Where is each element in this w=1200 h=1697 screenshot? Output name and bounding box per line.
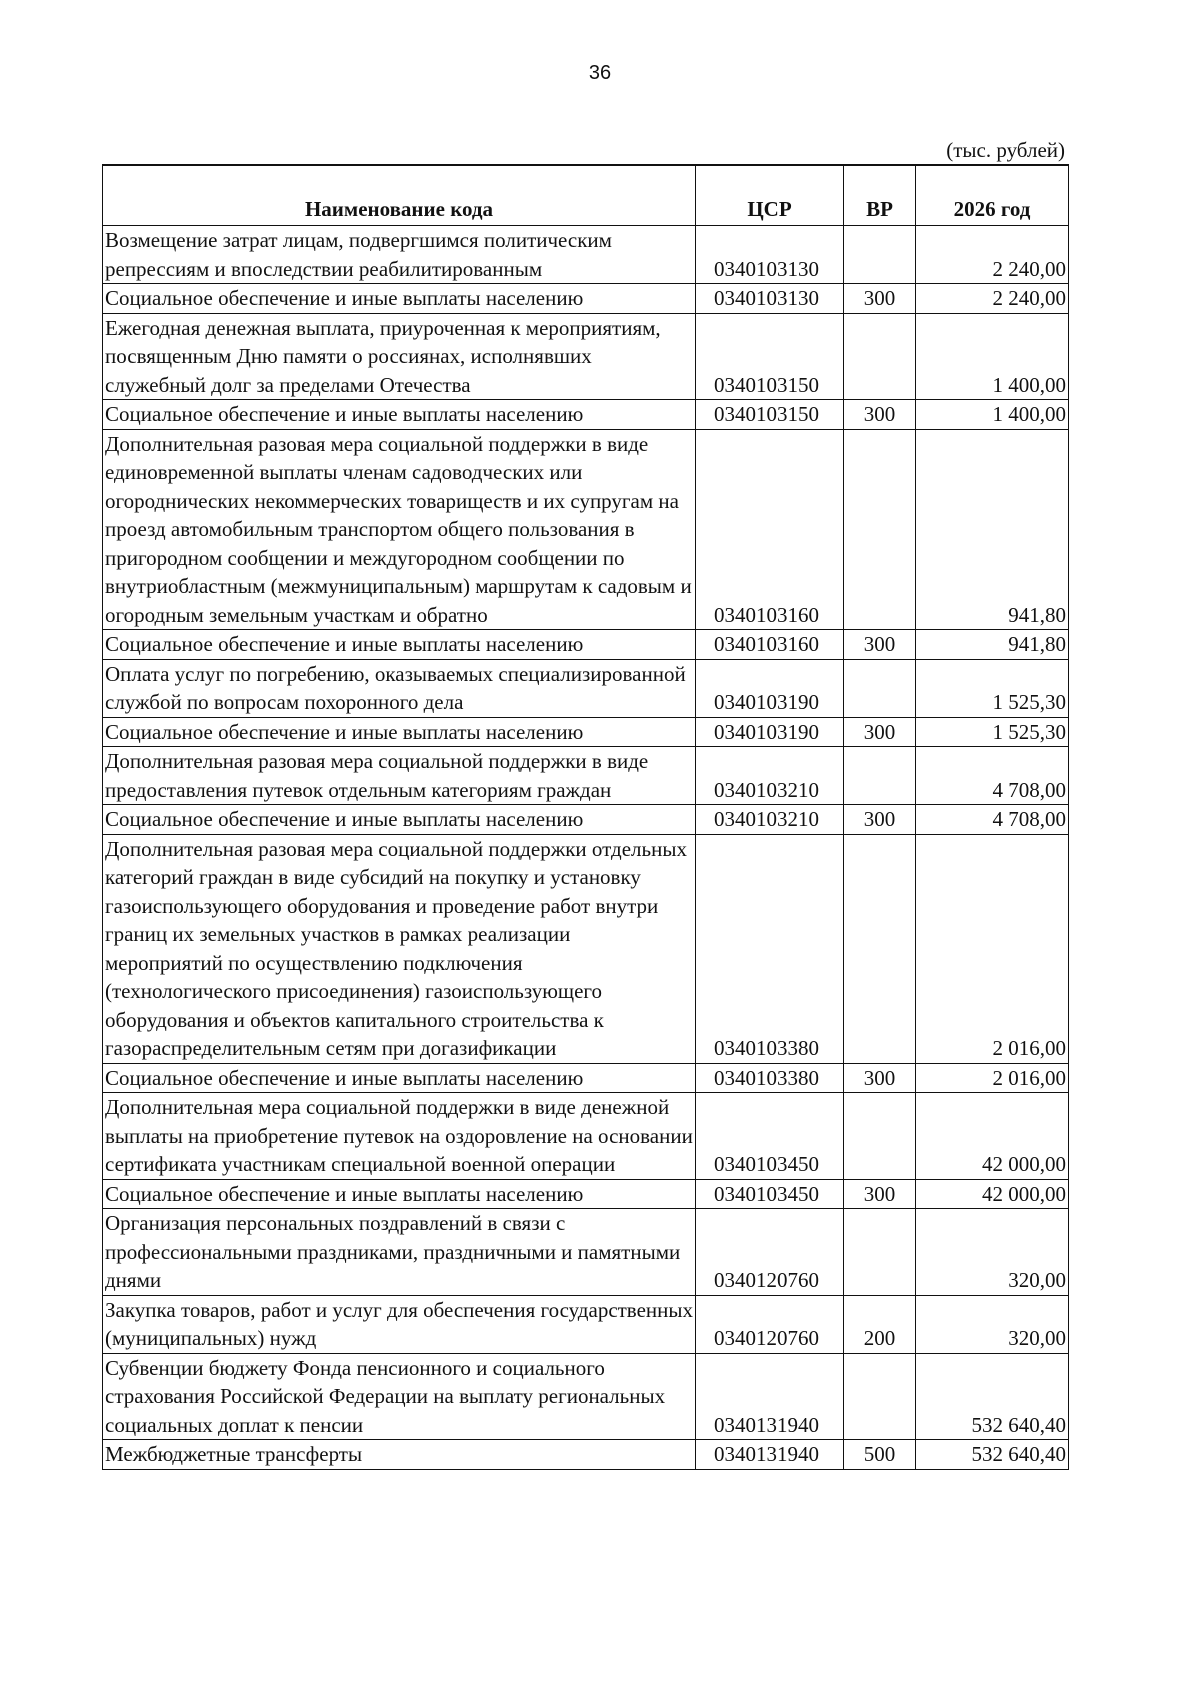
row-name: Социальное обеспечение и иные выплаты населению bbox=[103, 805, 696, 835]
row-name: Межбюджетные трансферты bbox=[103, 1440, 696, 1470]
row-name: Возмещение затрат лицам, подвергшимся политическим репрессиям и впоследствии реабилитированным bbox=[103, 226, 696, 284]
row-vr bbox=[844, 1093, 916, 1180]
row-amount: 941,80 bbox=[916, 429, 1069, 630]
row-name: Дополнительная разовая мера социальной поддержки отдельных категорий граждан в виде субсидий на покупку и установку газоиспользующего оборудования и проведение работ внутри границ их земельных участков в рамках реализации мероприятий по осуществлению подключения (технологического присоединения) газоиспользующего оборудования и объектов капитального строительства к газораспределительным сетям при догазификации bbox=[103, 834, 696, 1063]
table-row bbox=[103, 429, 1069, 630]
row-amount: 2 240,00 bbox=[916, 226, 1069, 284]
row-name: Дополнительная разовая мера социальной поддержки в виде предоставления путевок отдельным категориям граждан bbox=[103, 747, 696, 805]
row-csr: 0340103380 bbox=[696, 1063, 844, 1093]
table-row bbox=[103, 313, 1069, 400]
row-name: Социальное обеспечение и иные выплаты населению bbox=[103, 630, 696, 660]
header-year: 2026 год bbox=[916, 165, 1069, 226]
table-row bbox=[103, 1209, 1069, 1296]
row-name: Дополнительная мера социальной поддержки в виде денежной выплаты на приобретение путевок на оздоровление на основании сертификата участникам специальной военной операции bbox=[103, 1093, 696, 1180]
units-label: (тыс. рублей) bbox=[946, 138, 1065, 162]
row-csr: 0340103190 bbox=[696, 717, 844, 747]
row-csr: 0340103210 bbox=[696, 805, 844, 835]
row-amount: 1 400,00 bbox=[916, 313, 1069, 400]
row-csr: 0340103380 bbox=[696, 834, 844, 1063]
row-name: Закупка товаров, работ и услуг для обеспечения государственных (муниципальных) нужд bbox=[103, 1295, 696, 1353]
table-header-row bbox=[103, 165, 1069, 226]
table-row bbox=[103, 834, 1069, 1063]
row-vr bbox=[844, 313, 916, 400]
row-csr: 0340103130 bbox=[696, 226, 844, 284]
table-row bbox=[103, 1093, 1069, 1180]
row-csr: 0340120760 bbox=[696, 1295, 844, 1353]
row-name: Социальное обеспечение и иные выплаты населению bbox=[103, 1179, 696, 1209]
table-row bbox=[103, 717, 1069, 747]
table-row bbox=[103, 400, 1069, 430]
row-vr: 300 bbox=[844, 284, 916, 314]
header-vr: ВР bbox=[844, 165, 916, 226]
table-row bbox=[103, 1353, 1069, 1440]
row-vr: 300 bbox=[844, 717, 916, 747]
table-row bbox=[103, 284, 1069, 314]
row-amount: 42 000,00 bbox=[916, 1093, 1069, 1180]
header-name: Наименование кода bbox=[103, 165, 696, 226]
row-amount: 4 708,00 bbox=[916, 747, 1069, 805]
row-csr: 0340103210 bbox=[696, 747, 844, 805]
row-csr: 0340103190 bbox=[696, 659, 844, 717]
table-row bbox=[103, 1295, 1069, 1353]
row-vr bbox=[844, 1209, 916, 1296]
row-vr: 300 bbox=[844, 630, 916, 660]
row-vr: 300 bbox=[844, 805, 916, 835]
row-vr bbox=[844, 659, 916, 717]
table-row bbox=[103, 747, 1069, 805]
table-row bbox=[103, 1063, 1069, 1093]
row-csr: 0340103150 bbox=[696, 313, 844, 400]
row-vr: 300 bbox=[844, 1179, 916, 1209]
row-amount: 1 525,30 bbox=[916, 659, 1069, 717]
budget-table bbox=[102, 164, 1069, 1470]
table-row bbox=[103, 659, 1069, 717]
row-amount: 320,00 bbox=[916, 1209, 1069, 1296]
row-name: Социальное обеспечение и иные выплаты населению bbox=[103, 717, 696, 747]
row-vr: 500 bbox=[844, 1440, 916, 1470]
table-row bbox=[103, 1440, 1069, 1470]
row-name: Оплата услуг по погребению, оказываемых специализированной службой по вопросам похоронного дела bbox=[103, 659, 696, 717]
table-row bbox=[103, 1179, 1069, 1209]
row-name: Социальное обеспечение и иные выплаты населению bbox=[103, 400, 696, 430]
row-csr: 0340103130 bbox=[696, 284, 844, 314]
row-vr bbox=[844, 747, 916, 805]
row-name: Социальное обеспечение и иные выплаты населению bbox=[103, 1063, 696, 1093]
row-vr: 200 bbox=[844, 1295, 916, 1353]
row-name: Дополнительная разовая мера социальной поддержки в виде единовременной выплаты членам садоводческих или огороднических некоммерческих товариществ и их супругам на проезд автомобильным транспортом общего пользования в пригородном сообщении и междугородном сообщении по внутриобластным (межмуниципальным) маршрутам к садовым и огородным земельным участкам и обратно bbox=[103, 429, 696, 630]
row-csr: 0340103160 bbox=[696, 429, 844, 630]
row-amount: 1 525,30 bbox=[916, 717, 1069, 747]
row-amount: 320,00 bbox=[916, 1295, 1069, 1353]
row-amount: 4 708,00 bbox=[916, 805, 1069, 835]
row-name: Организация персональных поздравлений в связи с профессиональными праздниками, праздничными и памятными днями bbox=[103, 1209, 696, 1296]
header-csr: ЦСР bbox=[696, 165, 844, 226]
row-amount: 532 640,40 bbox=[916, 1440, 1069, 1470]
row-amount: 532 640,40 bbox=[916, 1353, 1069, 1440]
row-vr: 300 bbox=[844, 400, 916, 430]
row-amount: 2 016,00 bbox=[916, 1063, 1069, 1093]
row-amount: 2 016,00 bbox=[916, 834, 1069, 1063]
row-amount: 2 240,00 bbox=[916, 284, 1069, 314]
row-vr bbox=[844, 834, 916, 1063]
table-body bbox=[103, 226, 1069, 1470]
row-csr: 0340103150 bbox=[696, 400, 844, 430]
row-amount: 1 400,00 bbox=[916, 400, 1069, 430]
row-csr: 0340103450 bbox=[696, 1179, 844, 1209]
row-vr bbox=[844, 226, 916, 284]
row-amount: 42 000,00 bbox=[916, 1179, 1069, 1209]
row-amount: 941,80 bbox=[916, 630, 1069, 660]
table-row bbox=[103, 226, 1069, 284]
row-vr bbox=[844, 429, 916, 630]
row-csr: 0340131940 bbox=[696, 1440, 844, 1470]
row-vr bbox=[844, 1353, 916, 1440]
row-csr: 0340131940 bbox=[696, 1353, 844, 1440]
table-row bbox=[103, 805, 1069, 835]
row-csr: 0340120760 bbox=[696, 1209, 844, 1296]
row-vr: 300 bbox=[844, 1063, 916, 1093]
row-csr: 0340103160 bbox=[696, 630, 844, 660]
page-number: 36 bbox=[588, 62, 612, 84]
row-name: Субвенции бюджету Фонда пенсионного и социального страхования Российской Федерации на выплату региональных социальных доплат к пенсии bbox=[103, 1353, 696, 1440]
row-csr: 0340103450 bbox=[696, 1093, 844, 1180]
table-row bbox=[103, 630, 1069, 660]
row-name: Социальное обеспечение и иные выплаты населению bbox=[103, 284, 696, 314]
row-name: Ежегодная денежная выплата, приуроченная к мероприятиям, посвященным Дню памяти о россиянах, исполнявших служебный долг за пределами Отечества bbox=[103, 313, 696, 400]
